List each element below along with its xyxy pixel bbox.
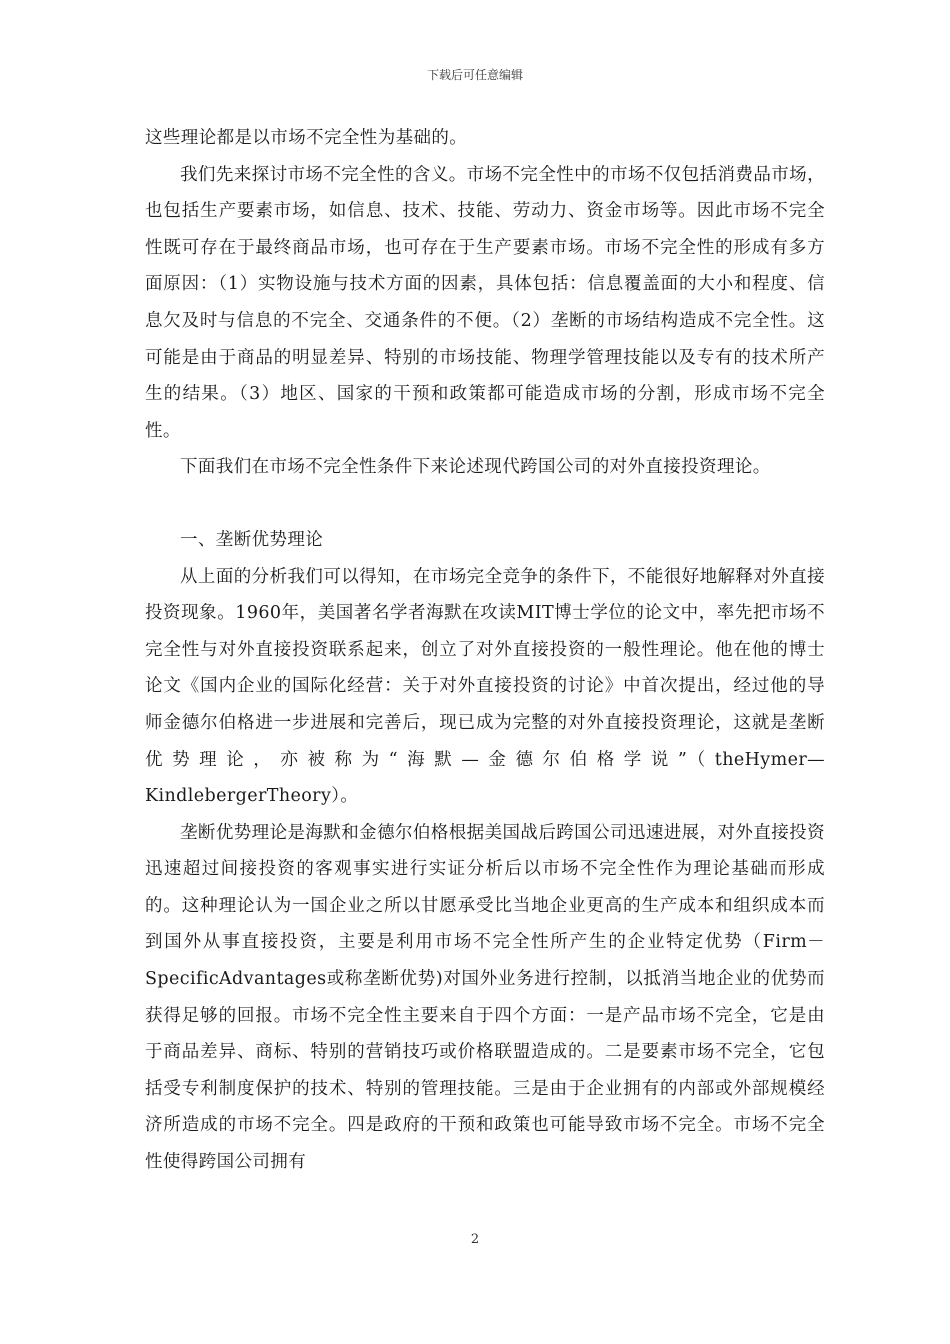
page-number: 2 (470, 1232, 480, 1247)
paragraph-monopoly-advantage: 垄断优势理论是海默和金德尔伯格根据美国战后跨国公司迅速进展，对外直接投资迅速超过间接投资的客观事实进行实证分析后以市场不完全性作为理论基础而形成的。这种理论认为一国企业之所以甘愿承受比当地企业更高的生产成本和组织成本而到国外从事直接投资，主要是利用市场不完全性所产生的企业特定优势（Firm－SpecificAdvantages或称垄断优势)对国外业务进行控制，以抵消当地企业的优势而获得足够的回报。市场不完全性主要来自于四个方面：一是产品市场不完全，它是由于商品差异、商标、特别的营销技巧或价格联盟造成的。二是要素市场不完全，它包括受专利制度保护的技术、特别的管理技能。三是由于企业拥有的内部或外部规模经济所造成的市场不完全。四是政府的干预和政策也可能导致市场不完全。市场不完全性使得跨国公司拥有 (145, 822, 825, 1173)
paragraph-transition: 下面我们在市场不完全性条件下来论述现代跨国公司的对外直接投资理论。 (180, 457, 771, 478)
paragraph-market-imperfection: 我们先来探讨市场不完全性的含义。市场不完全性中的市场不仅包括消费品市场，也包括生产要素市场，如信息、技术、技能、劳动力、资金市场等。因此市场不完全性既可存在于最终商品市场，也可存在于生产要素市场。市场不完全性的形成有多方面原因：（1）实物设施与技术方面的因素，具体包括：信息覆盖面的大小和程度、信息欠及时与信息的不完全、交通条件的不便。（2）垄断的市场结构造成不完全性。这可能是由于商品的明显差异、特别的市场技能、物理学管理技能以及专有的技术所产生的结果。（3）地区、国家的干预和政策都可能造成市场的分割，形成市场不完全性。 (145, 164, 825, 441)
paragraph-hymer-origin: 从上面的分析我们可以得知，在市场完全竞争的条件下，不能很好地解释对外直接投资现象。1960年，美国著名学者海默在攻读MIT博士学位的论文中，率先把市场不完全性与对外直接投资联系起来，创立了对外直接投资的一般性理论。他在他的博士论文《国内企业的国际化经营：关于对外直接投资的讨论》中首次提出，经过他的导师金德尔伯格进一步进展和完善后，现已成为完整的对外直接投资理论，这就是垄断优势理论，亦被称为“海默—金德尔伯格学说”（theHymer—KindlebergerTheory）。 (145, 566, 825, 807)
section-heading: 一、垄断优势理论 (180, 529, 324, 550)
body-text (145, 120, 825, 1181)
paragraph-continuation: 这些理论都是以市场不完全性为基础的。 (145, 128, 468, 148)
page-header: 下载后可任意编辑 (426, 68, 523, 82)
